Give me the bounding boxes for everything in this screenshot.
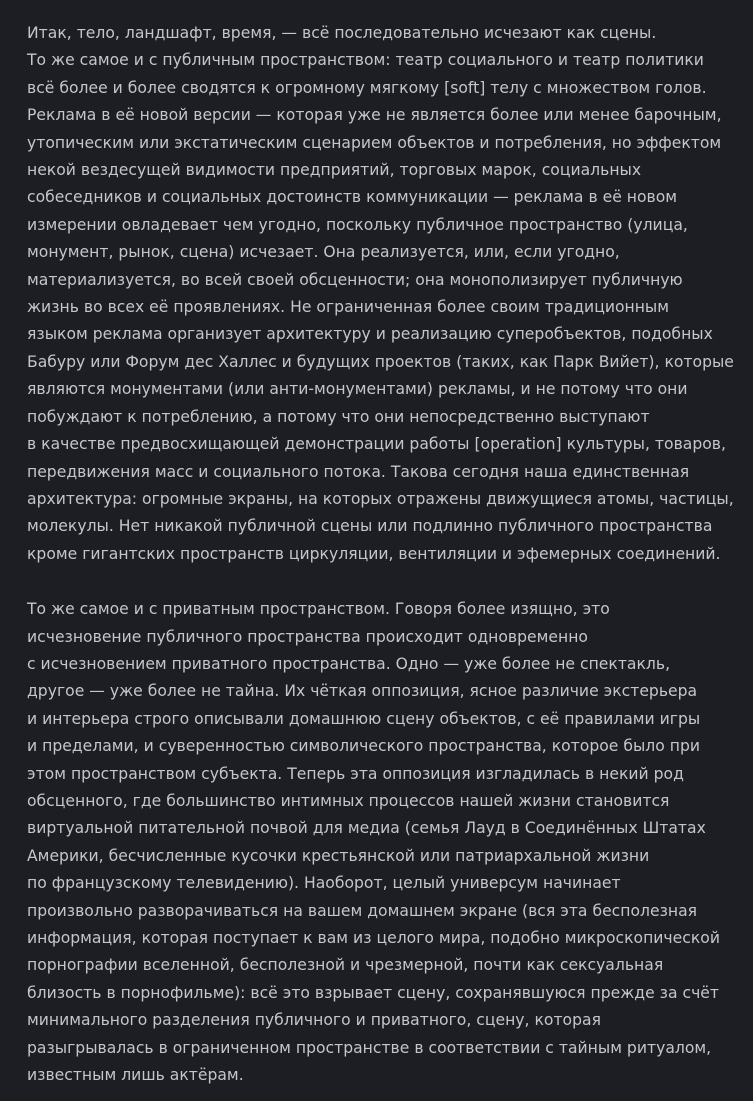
text-line: виртуальной питательной почвой для медиа (семья Лауд в Соединённых Штатах [27,819,706,838]
text-line: собеседников и социальных достоинств коммуникации — реклама в её новом [27,188,678,207]
text-line: жизнь во всех её проявлениях. Не ограниченная более своим традиционным [27,298,670,317]
paragraph-1 [27,20,734,568]
text-line: Реклама в её новой версии — которая уже не является более или менее барочным, [27,106,722,125]
text-line: порнографии вселенной, бесполезной и чрезмерной, почти как сексуальная [27,956,664,975]
text-line: утопическим или экстатическим сценарием объектов и потребления, но эффектом [27,133,722,152]
text-line: известным лишь актёрам. [27,1066,244,1085]
text-line: и интерьера строго описывали домашнюю сцену объектов, с её правилами игры [27,709,701,728]
text-line: кроме гигантских пространств циркуляции, вентиляции и эфемерных соединений. [27,544,721,563]
text-line: информация, которая поступает к вам из целого мира, подобно микроскопической [27,929,720,947]
text-line: То же самое и с публичным пространством: театр социального и театр политики [27,51,704,70]
text-line: То же самое и с приватным пространством. Говоря более изящно, это [27,600,610,619]
text-line: монумент, рынок, сцена) исчезает. Она реализуется, или, если угодно, [27,243,620,262]
text-line: обсценного, где большинство интимных процессов нашей жизни становится [27,791,670,810]
text-line: близость в порнофильме): всё это взрывает сцену, сохранявшуюся прежде за счёт [27,983,719,1002]
text-line: разыгрывалась в ограниченном пространстве в соответствии с тайным ритуалом, [27,1038,712,1057]
paragraph-2 [27,596,726,1089]
text-line: минимального разделения публичного и приватного, сцену, которая [27,1011,601,1030]
text-line: измерении овладевает чем угодно, поскольку публичное пространство (улица, [27,215,688,234]
text-line: Америки, бесчисленные кусочки крестьянской или патриархальной жизни [27,846,650,865]
text-line: Итак, тело, ландшафт, время, — всё последовательно исчезают как сцены. [27,24,657,42]
text-line: молекулы. Нет никакой публичной сцены или подлинно публичного пространства [27,517,713,536]
text-line: этом пространством субъекта. Теперь эта оппозиция изгладилась в некий род [27,764,684,783]
text-line: Бабуру или Форум дес Халлес и будущих проектов (таких, как Парк Вийет), которые [27,352,734,371]
text-line: некой вездесущей видимости предприятий, торговых марок, социальных [27,161,642,180]
text-line: материализуется, во всей своей обсценности; она монополизирует публичную [27,270,683,289]
text-line: архитектура: огромные экраны, на которых отражены движущиеся атомы, частицы, [27,489,734,508]
text-line: всё более и более сводятся к огромному мягкому [soft] телу с множеством голов. [27,78,707,97]
text-line: являются монументами (или анти-монументами) рекламы, и не потому что они [27,380,688,399]
text-line: исчезновение публичного пространства происходит одновременно [27,627,588,646]
text-line: произвольно разворачиваться на вашем домашнем экране (вся эта бесполезная [27,901,698,920]
text-line: передвижения масс и социального потока. Такова сегодня наша единственная [27,462,690,481]
text-line: по французскому телевидению). Наоборот, целый универсум начинает [27,874,621,893]
text-line: языком реклама организует архитектуру и реализацию суперобъектов, подобных [27,325,713,344]
text-line: в качестве предвосхищающей демонстрации работы [operation] культуры, товаров, [27,435,726,454]
text-line: с исчезновением приватного пространства. Одно — уже более не спектакль, [27,654,671,673]
text-line: побуждают к потреблению, а потому что они непосредственно выступают [27,407,650,426]
text-line: другое — уже более не тайна. Их чёткая оппозиция, ясное различие экстерьера [27,682,698,701]
text-line: и пределами, и суверенностью символического пространства, которое было при [27,737,701,756]
